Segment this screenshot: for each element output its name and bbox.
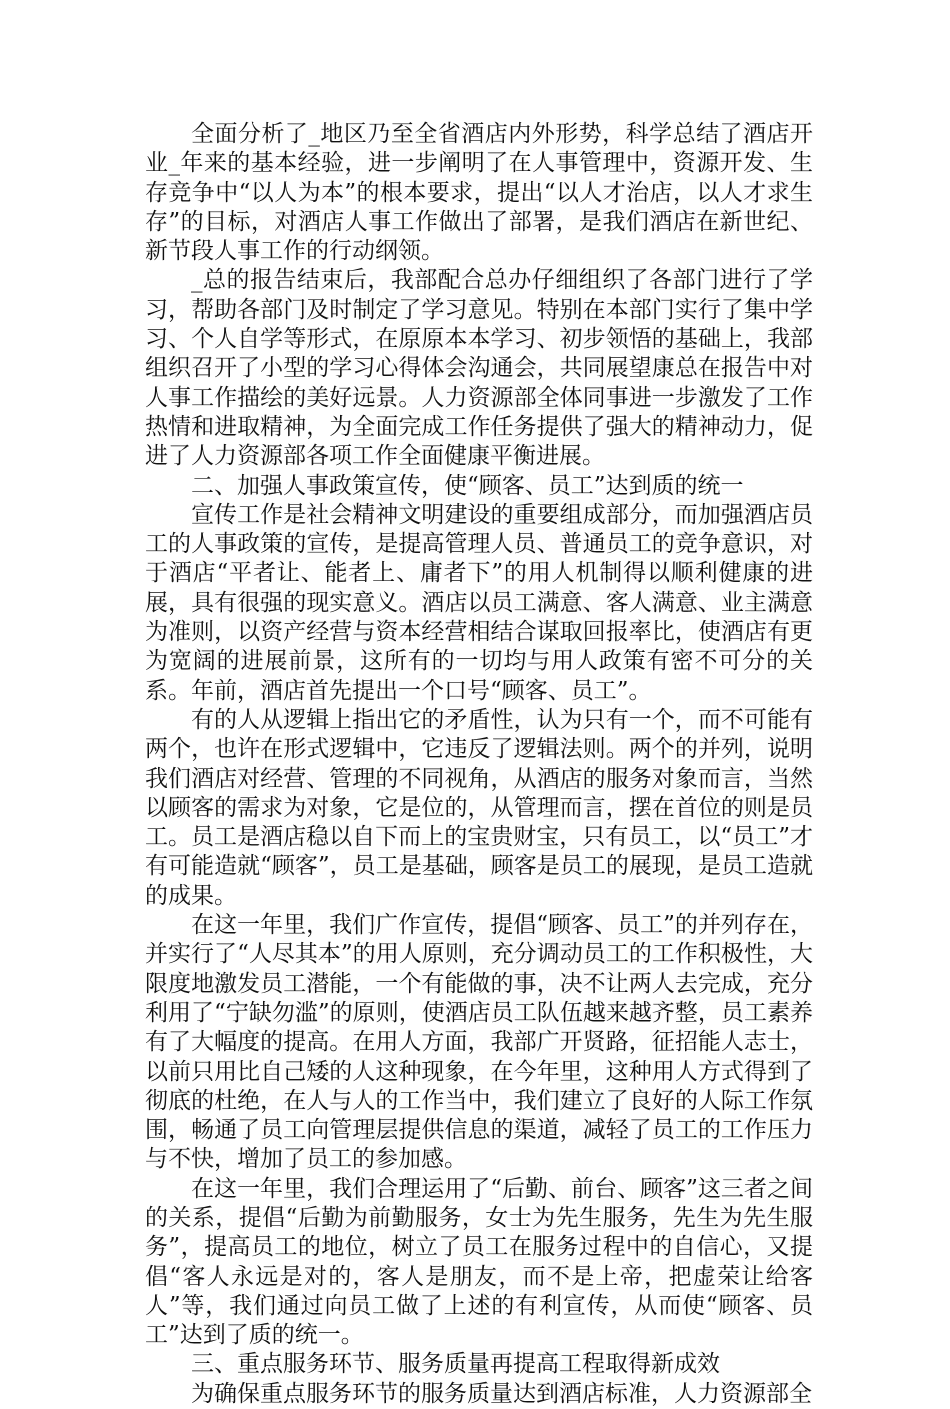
paragraph: 宣传工作是社会精神文明建设的重要组成部分，而加强酒店员工的人事政策的宣传，是提高管理人员、普通员工的竞争意识，对于酒店“平者让、能者上、庸者下”的用人机制得以顺利健康的进展，具有很强的现实意义。酒店以员工满意、客人满意、业主满意为准则，以资产经营与资本经营相结合谋取回报率比，使酒店有更为宽阔的进展前景，这所有的一切均与用人政策有密不可分的关系。年前，酒店首先提出一个口号“顾客、员工”。 [145, 501, 813, 704]
paragraph: 有的人从逻辑上指出它的矛盾性，认为只有一个，而不可能有两个，也许在形式逻辑中，它违反了逻辑法则。两个的并列，说明我们酒店对经营、管理的不同视角，从酒店的服务对象而言，当然以顾客的需求为对象，它是位的，从管理而言，摆在首位的则是员工。员工是酒店稳以自下而上的宝贵财宝，只有员工，以“员工”才有可能造就“顾客”，员工是基础，顾客是员工的展现，是员工造就的成果。 [145, 706, 813, 909]
section-heading: 二、加强人事政策宣传，使“顾客、员工”达到质的统一 [191, 472, 744, 499]
paragraph: _总的报告结束后，我部配合总办仔细组织了各部门进行了学习，帮助各部门及时制定了学习意见。特别在本部门实行了集中学习、个人自学等形式，在原原本本学习、初步领悟的基础上，我部组织召开了小型的学习心得体会沟通会，共同展望康总在报告中对人事工作描绘的美好远景。人力资源部全体同事进一步激发了工作热情和进取精神，为全面完成工作任务提供了强大的精神动力，促进了人力资源部各项工作全面健康平衡进展。 [145, 267, 813, 470]
paragraph: 在这一年里，我们广作宣传，提倡“顾客、员工”的并列存在，并实行了“人尽其本”的用人原则，充分调动员工的工作积极性，大限度地激发员工潜能，一个有能做的事，决不让两人去完成，充分利用了“宁缺勿滥”的原则，使酒店员工队伍越来越齐整，员工素养有了大幅度的提高。在用人方面，我部广开贤路，征招能人志士，以前只用比自己矮的人这种现象，在今年里，这种用人方式得到了彻底的杜绝，在人与人的工作当中，我们建立了良好的人际工作氛围，畅通了员工向管理层提供信息的渠道，减轻了员工的工作压力与不快，增加了员工的参加感。 [145, 912, 813, 1173]
paragraph: 在这一年里，我们合理运用了“后勤、前台、顾客”这三者之间的关系，提倡“后勤为前勤服务，女士为先生服务，先生为先生服务”，提高员工的地位，树立了员工在服务过程中的自信心，又提倡“客人永远是对的，客人是朋友，而不是上帝，把虚荣让给客人”等，我们通过向员工做了上述的有利宣传，从而使“顾客、员工”达到了质的统一。 [145, 1175, 813, 1349]
section-heading: 三、重点服务环节、服务质量再提高工程取得新成效 [191, 1351, 720, 1378]
paragraph: 全面分析了_地区乃至全省酒店内外形势，科学总结了酒店开业_年来的基本经验，进一步阐明了在人事管理中，资源开发、生存竞争中“以人为本”的根本要求，提出“以人才治店，以人才求生存”的目标，对酒店人事工作做出了部署，是我们酒店在新世纪、新节段人事工作的行动纲领。 [145, 121, 813, 265]
paragraph: 为确保重点服务环节的服务质量达到酒店标准，人力资源部全 [191, 1380, 812, 1407]
document-body [145, 120, 813, 1409]
